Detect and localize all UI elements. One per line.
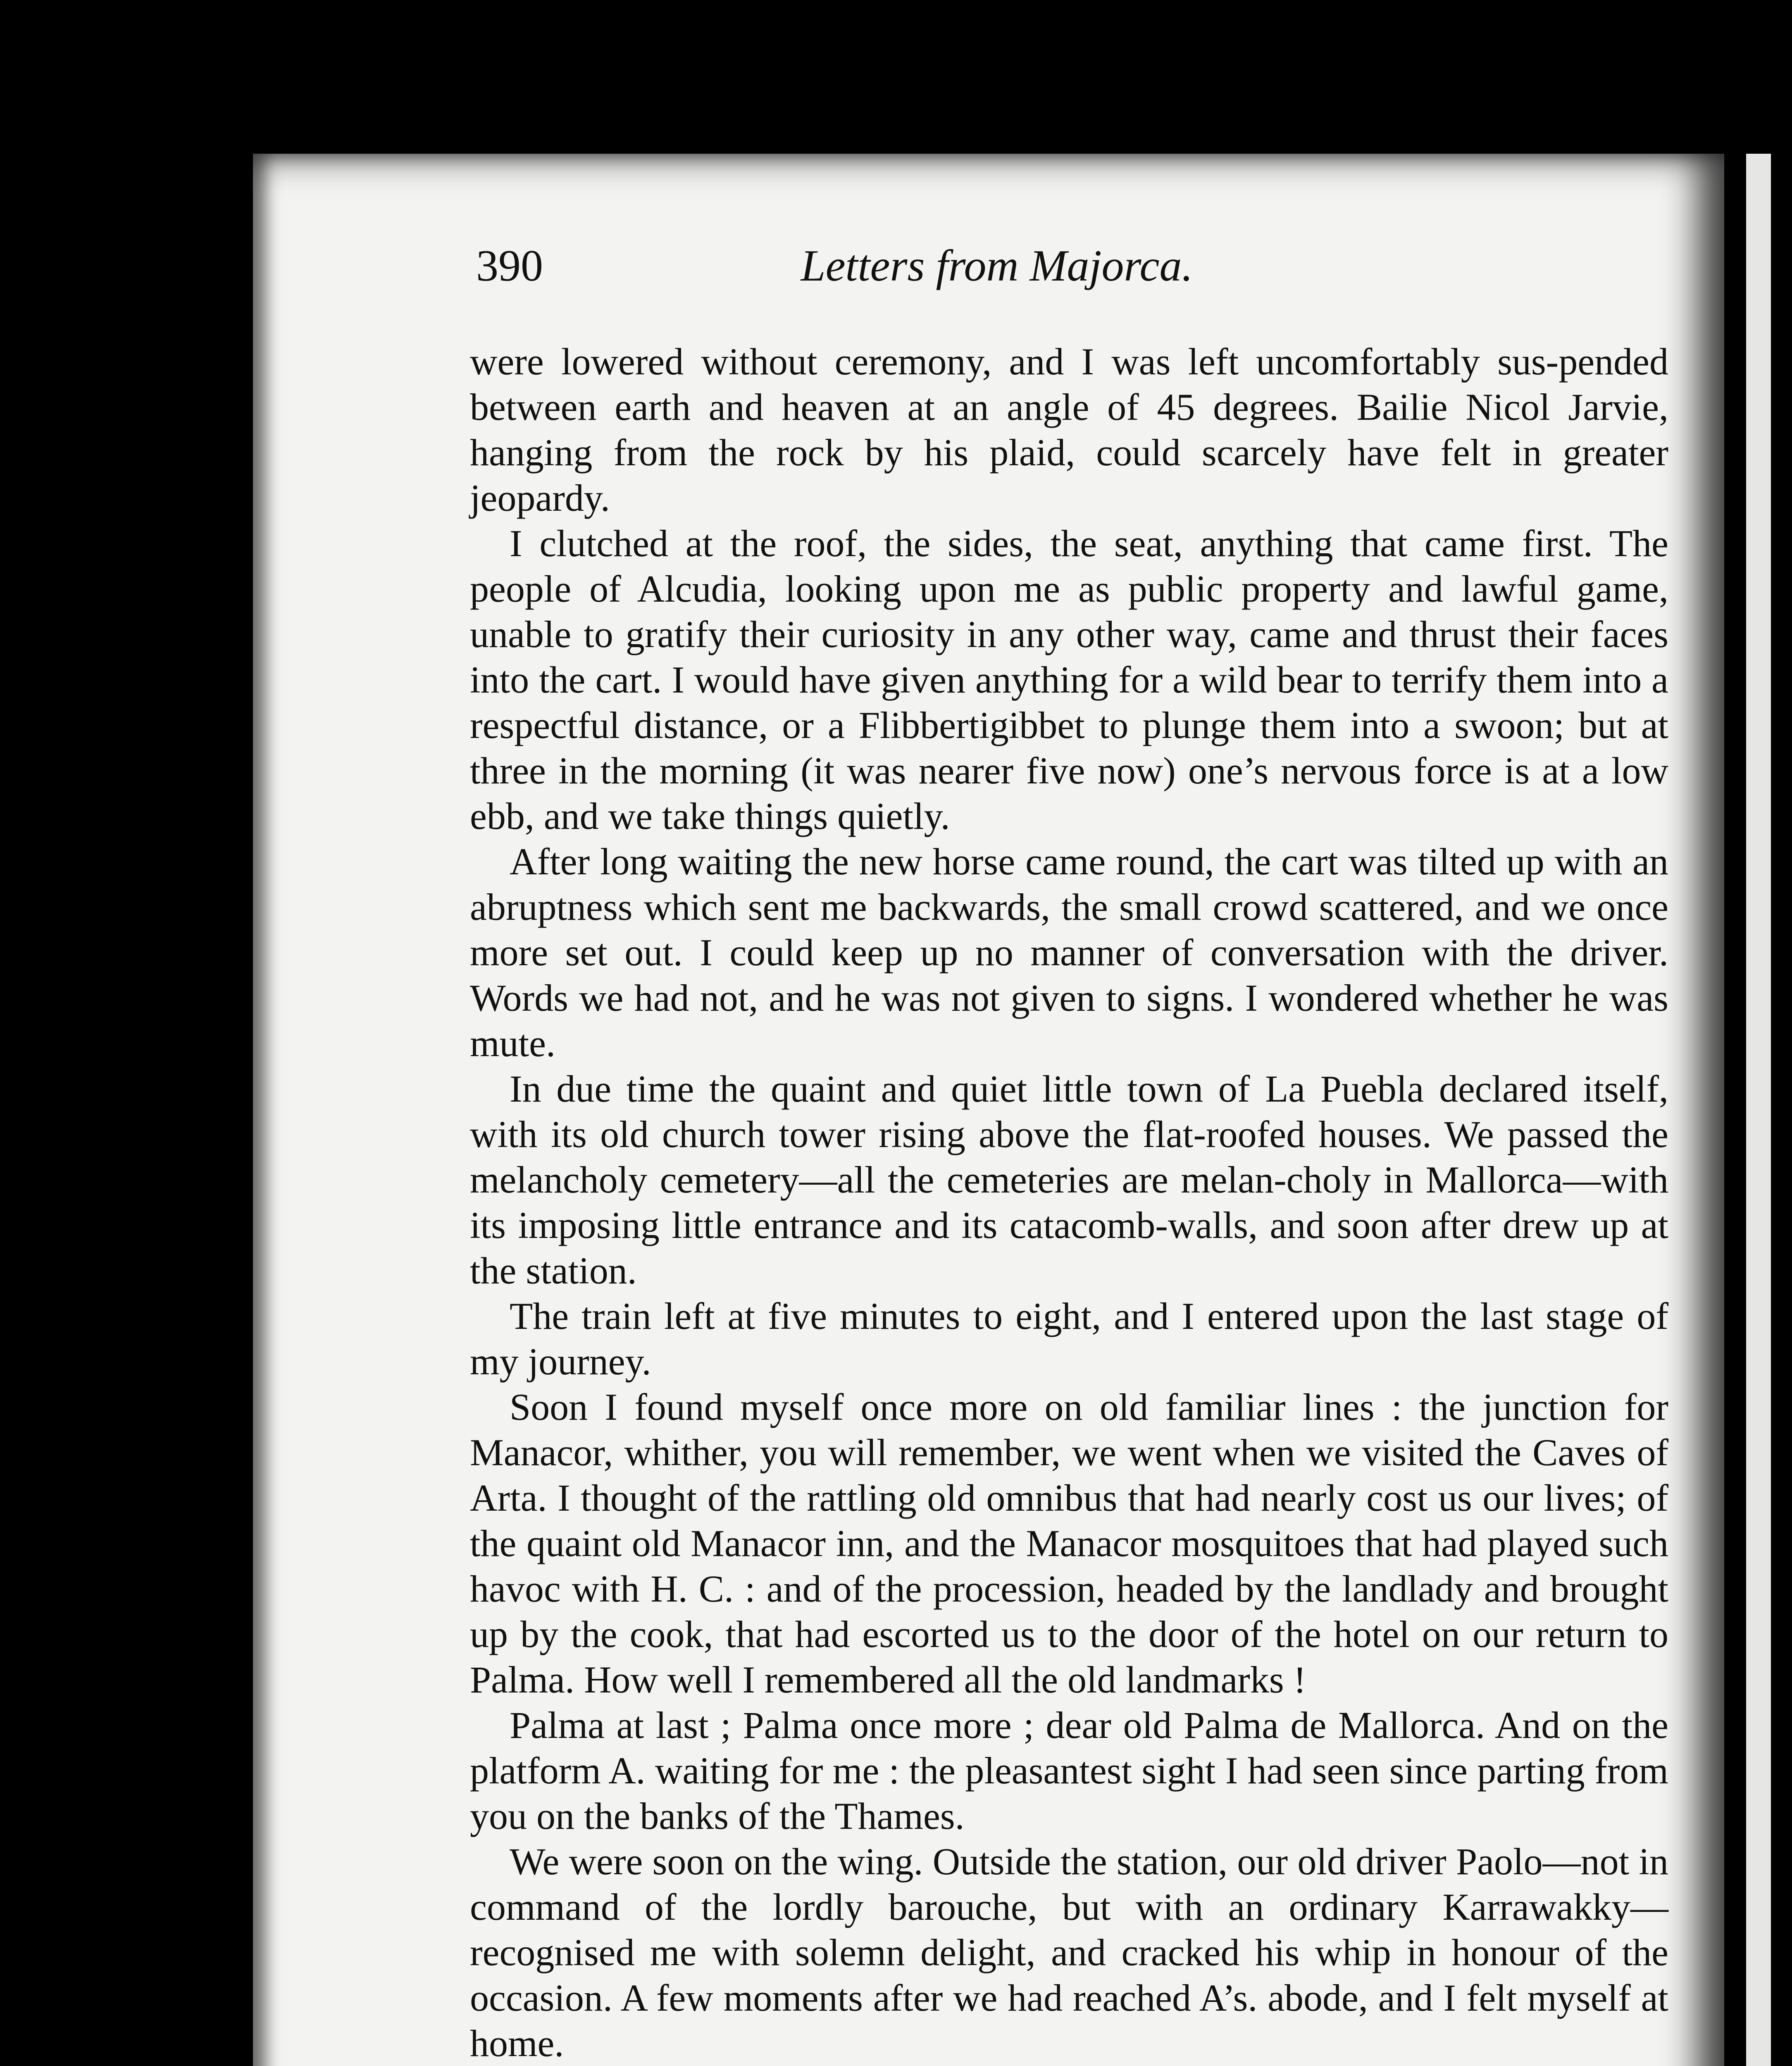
paragraph: After long waiting the new horse came round, the cart was tilted up with an abruptness which sent me backwards, the small crowd scattered, and we once more set out. I could keep up no manner of conversation with the driver. Words we had not, and he was not given to signs. I wondered whether he was mute.: [470, 840, 1668, 1064]
paragraph: The train left at five minutes to eight, and I entered upon the last stage of my journey.: [470, 1295, 1668, 1383]
paragraph: We were soon on the wing. Outside the station, our old driver Paolo—not in command of the lordly barouche, but with an ordinary Karrawakky—recognised me with solemn delight, and cracked his whip in honour of the occasion. A few moments after we had reached A’s. abode, and I felt myself at home.: [470, 1840, 1668, 2064]
paragraph: I clutched at the roof, the sides, the seat, anything that came first. The people of Alcudia, looking upon me as public property and lawful game, unable to gratify their curiosity in any other way, came and thrust their faces into the cart. I would have given anything for a wild bear to terrify them into a respectful distance, or a Flibbertigibbet to plunge them into a swoon; but at three in the morning (it was nearer five now) one’s nervous force is at a low ebb, and we take things quietly.: [470, 522, 1668, 837]
paragraph: In due time the quaint and quiet little town of La Puebla declared itself, with its old church tower rising above the flat-roofed houses. We passed the melancholy cemetery—all the cemeteries are melan-choly in Mallorca—with its imposing little entrance and its catacomb-walls, and soon after drew up at the station.: [470, 1068, 1668, 1292]
next-page-edge: [1746, 154, 1771, 2066]
running-head: [476, 240, 1518, 307]
book-page: [253, 154, 1724, 2066]
paragraph: Palma at last ; Palma once more ; dear old Palma de Mallorca. And on the platform A. waiting for me : the pleasantest sight I had seen since parting from you on the banks of the Thames.: [470, 1704, 1668, 1837]
paragraph: Soon I found myself once more on old familiar lines : the junction for Manacor, whither, you will remember, we went when we visited the Caves of Arta. I thought of the rattling old omnibus that had nearly cost us our lives; of the quaint old Manacor inn, and the Manacor mosquitoes that had played such havoc with H. C. : and of the procession, headed by the landlady and brought up by the cook, that had escorted us to the door of the hotel on our return to Palma. How well I remembered all the old landmarks !: [470, 1386, 1668, 1701]
paragraph-continued: were lowered without ceremony, and I was left uncomfortably sus-pended between earth and heaven at an angle of 45 degrees. Bailie Nicol Jarvie, hanging from the rock by his plaid, could scarcely have felt in greater jeopardy.: [470, 340, 1668, 519]
body-text: [470, 339, 1668, 2066]
page-number: 390: [476, 241, 543, 290]
running-title: Letters from Majorca.: [801, 241, 1193, 290]
